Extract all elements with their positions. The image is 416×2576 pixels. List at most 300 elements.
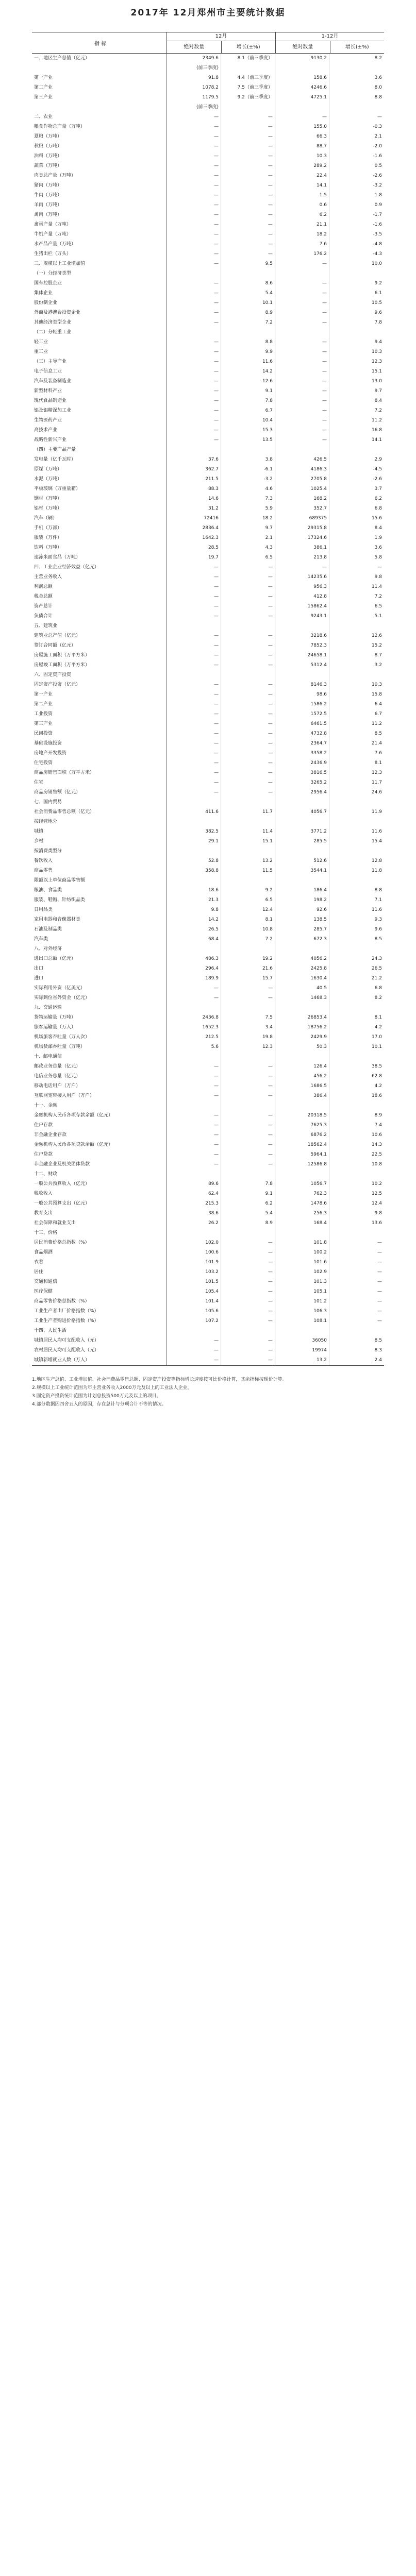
row-value: (前三季度)	[167, 63, 221, 73]
row-value: 18.2	[275, 230, 329, 240]
row-label: 汽车（辆）	[32, 514, 167, 523]
row-label: 实际到位省外资金（亿元）	[32, 993, 167, 1003]
row-value: —	[221, 191, 275, 200]
row-value: 38.5	[371, 1064, 382, 1069]
row-value: —	[167, 142, 221, 151]
row-value: —	[167, 1355, 221, 1365]
row-value: —	[221, 788, 275, 798]
row-value: —	[221, 1150, 275, 1160]
row-value: 4732.8	[275, 729, 329, 739]
row-value: —	[221, 660, 275, 670]
row-value	[221, 1326, 275, 1336]
row-label: 乡村	[32, 837, 167, 846]
table-row	[32, 1081, 384, 1091]
row-value: 7.2	[374, 594, 382, 599]
row-value: —	[221, 690, 275, 700]
row-label: 六、固定资产投资	[32, 670, 167, 680]
table-row	[32, 915, 384, 925]
row-value: —	[167, 386, 221, 396]
row-value: 7.8	[374, 320, 382, 325]
table-row	[32, 1218, 384, 1228]
table-row	[32, 1326, 384, 1336]
row-value: —	[221, 1287, 275, 1297]
row-value: —	[221, 1130, 275, 1140]
row-label: 社会保障和就业支出	[32, 1218, 167, 1228]
row-value: 11.9	[371, 809, 382, 815]
row-value: —	[167, 171, 221, 181]
table-row	[32, 533, 384, 543]
row-value: 10.2	[371, 1181, 382, 1187]
row-value: 9.9	[221, 347, 275, 357]
row-label: 电信业务总量（亿元）	[32, 1072, 167, 1081]
row-value: 5.6	[167, 1042, 221, 1052]
row-value: —	[221, 1072, 275, 1081]
row-value: 88.3	[167, 484, 221, 494]
table-row	[32, 719, 384, 729]
row-value: 18.6	[167, 886, 221, 895]
table-row	[32, 298, 384, 308]
table-row	[32, 465, 384, 474]
row-value: —	[377, 114, 382, 120]
row-value	[275, 1326, 329, 1336]
row-value: 426.5	[275, 455, 329, 465]
row-label: 食品烟酒	[32, 1248, 167, 1258]
row-value	[329, 63, 384, 73]
row-value: 17324.6	[275, 533, 329, 543]
row-value: —	[167, 592, 221, 602]
row-label: 社会消费品零售总额（亿元）	[32, 807, 167, 817]
table-row	[32, 739, 384, 749]
table-row	[32, 289, 384, 298]
row-label: 商品房销售额（亿元）	[32, 788, 167, 798]
row-value	[167, 1052, 221, 1062]
row-value: 6876.2	[275, 1130, 329, 1140]
row-value: 21.6	[221, 964, 275, 974]
row-label: 机场旅客吞吐量（万人次）	[32, 1032, 167, 1042]
row-label: 农村居民人均可支配收入（元）	[32, 1346, 167, 1355]
table-header	[32, 32, 384, 54]
row-value: 26.5	[371, 966, 382, 971]
row-value: 7.6	[374, 751, 382, 756]
table-row	[32, 1336, 384, 1346]
row-value: 1478.6	[275, 1199, 329, 1209]
table-row	[32, 925, 384, 935]
row-value: 6.5	[374, 604, 382, 609]
row-value	[167, 269, 221, 279]
row-value	[167, 670, 221, 680]
table-row	[32, 1101, 384, 1111]
row-label: 城镇居民人均可支配收入（元）	[32, 1336, 167, 1346]
row-value: 212.5	[167, 1032, 221, 1042]
row-value: 22.4	[275, 171, 329, 181]
row-value: 5964.1	[275, 1150, 329, 1160]
row-value: 26.2	[167, 1218, 221, 1228]
row-value: 14.6	[167, 494, 221, 504]
table-row	[32, 670, 384, 680]
row-value: 15.1	[221, 837, 275, 846]
row-label: 四、工业企业经济效益（亿元）	[32, 563, 167, 572]
row-label: 一般公共预算收入（亿元）	[32, 1179, 167, 1189]
row-value: 6.7	[374, 711, 382, 717]
table-row	[32, 1199, 384, 1209]
table-row	[32, 876, 384, 886]
row-value: —	[221, 1248, 275, 1258]
row-label: 猪肉（万吨）	[32, 181, 167, 191]
table-row	[32, 612, 384, 621]
table-row	[32, 1130, 384, 1140]
row-label: 禽肉（万吨）	[32, 210, 167, 220]
row-label: 住户贷款	[32, 1150, 167, 1160]
row-value: 103.2	[167, 1267, 221, 1277]
row-value: 10.1	[221, 298, 275, 308]
row-value: 8.9	[374, 1113, 382, 1118]
row-value: 9.6	[374, 927, 382, 932]
row-value: —	[167, 1336, 221, 1346]
row-value: —	[167, 367, 221, 377]
row-value: 3.7	[374, 486, 382, 492]
table-row	[32, 161, 384, 171]
row-value: 1.8	[374, 193, 382, 198]
row-label: 油料（万吨）	[32, 151, 167, 161]
row-value: 91.8	[167, 73, 221, 83]
row-value: 6.2	[221, 1199, 275, 1209]
row-value: 14.2	[167, 915, 221, 925]
table-row	[32, 749, 384, 758]
row-value: 1056.7	[275, 1179, 329, 1189]
table-row	[32, 122, 384, 132]
row-value	[167, 328, 221, 337]
row-value	[221, 1101, 275, 1111]
table-row	[32, 984, 384, 993]
row-label: 工业投资	[32, 709, 167, 719]
table-row	[32, 1238, 384, 1248]
row-value: 5312.4	[275, 660, 329, 670]
row-value: 6.8	[374, 506, 382, 511]
table-row	[32, 83, 384, 93]
table-row	[32, 416, 384, 426]
row-value: -2.6	[373, 477, 382, 482]
row-value: —	[167, 249, 221, 259]
row-value: 15.4	[371, 839, 382, 844]
row-value: 8.5	[374, 1338, 382, 1343]
row-value: 189.9	[167, 974, 221, 984]
row-value: 11.6	[371, 907, 382, 912]
row-value: —	[221, 582, 275, 592]
row-value: —	[275, 396, 329, 406]
row-value: —	[167, 151, 221, 161]
row-value: 285.7	[275, 925, 329, 935]
table-row	[32, 494, 384, 504]
row-value: 213.8	[275, 553, 329, 563]
row-label: 工业生产者购进价格指数（%）	[32, 1316, 167, 1326]
row-value: —	[275, 416, 329, 426]
row-value: 138.5	[275, 915, 329, 925]
row-value: 12.6	[371, 633, 382, 638]
row-value: —	[167, 563, 221, 572]
table-body	[32, 54, 384, 1365]
row-value	[329, 1101, 384, 1111]
row-value: —	[221, 1258, 275, 1267]
table-row	[32, 651, 384, 660]
row-value: —	[275, 426, 329, 435]
row-label: 十四、人民生活	[32, 1326, 167, 1336]
row-value: 1.5	[275, 191, 329, 200]
row-value: 3.6	[374, 545, 382, 550]
row-value: 50.3	[275, 1042, 329, 1052]
row-value: 11.4	[371, 584, 382, 589]
row-value: —	[167, 1062, 221, 1072]
row-value: —	[275, 357, 329, 367]
row-value: 17.0	[371, 1035, 382, 1040]
table-row	[32, 1140, 384, 1150]
row-value: 2.1	[374, 134, 382, 139]
table-row	[32, 455, 384, 465]
row-value: —	[275, 367, 329, 377]
row-label: 住宅	[32, 778, 167, 788]
row-value: 20318.5	[275, 1111, 329, 1121]
row-label: 家用电器和音像器材类	[32, 915, 167, 925]
row-label: 五、建筑业	[32, 621, 167, 631]
table-row	[32, 553, 384, 563]
row-value	[275, 876, 329, 886]
row-value: 9.1	[221, 386, 275, 396]
row-value	[167, 846, 221, 856]
row-label: 一、地区生产总值（亿元）	[32, 54, 167, 63]
row-value: 6.2	[374, 496, 382, 501]
row-label: 衣着	[32, 1258, 167, 1267]
row-value: 11.7	[221, 807, 275, 817]
row-value: —	[167, 1121, 221, 1130]
row-value: 13.6	[371, 1221, 382, 1226]
row-label: 第三产业	[32, 93, 167, 103]
table-row	[32, 347, 384, 357]
row-value: 6.5	[221, 553, 275, 563]
row-value	[221, 63, 275, 73]
row-value: 18562.4	[275, 1140, 329, 1150]
row-value: 2436.9	[275, 758, 329, 768]
row-value: —	[377, 1318, 382, 1324]
row-value: 1179.5	[167, 93, 221, 103]
row-value: —	[167, 690, 221, 700]
row-value: —	[167, 582, 221, 592]
row-value: 126.4	[275, 1062, 329, 1072]
row-value: 4725.1	[275, 93, 329, 103]
table-row	[32, 846, 384, 856]
row-value: —	[221, 1111, 275, 1121]
header-month-title: 12月	[167, 32, 275, 41]
row-value: —	[221, 1355, 275, 1365]
row-value: —	[275, 298, 329, 308]
row-value: 66.3	[275, 132, 329, 142]
row-value: 8.0	[374, 85, 382, 90]
row-value: —	[221, 984, 275, 993]
row-value: 4246.6	[275, 83, 329, 93]
row-value: 762.3	[275, 1189, 329, 1199]
row-value: 38.6	[167, 1209, 221, 1218]
table-row	[32, 602, 384, 612]
row-value: —	[275, 563, 329, 572]
row-label	[32, 103, 167, 112]
table-row	[32, 200, 384, 210]
row-value: 5.4	[221, 289, 275, 298]
row-label: 工业生产者出厂价格指数（%）	[32, 1307, 167, 1316]
row-label: 居民消费价格总指数（%）	[32, 1238, 167, 1248]
row-value: —	[167, 700, 221, 709]
table-row	[32, 181, 384, 191]
row-label: 住宅投资	[32, 758, 167, 768]
row-value: —	[167, 220, 221, 230]
row-label: 交通和通信	[32, 1277, 167, 1287]
row-value: —	[167, 660, 221, 670]
row-value: -1.7	[373, 212, 382, 217]
row-value: —	[221, 1238, 275, 1248]
row-value: 98.6	[275, 690, 329, 700]
table-row	[32, 592, 384, 602]
row-label: 国有控股企业	[32, 279, 167, 289]
row-value: 386.4	[275, 1091, 329, 1101]
row-value: —	[167, 572, 221, 582]
row-value: 2956.4	[275, 788, 329, 798]
row-value: 10.6	[371, 1132, 382, 1138]
row-value: —	[167, 1081, 221, 1091]
row-label: 一般公共预算支出（亿元）	[32, 1199, 167, 1209]
row-value: 9.7	[374, 388, 382, 394]
row-value: —	[167, 1160, 221, 1170]
row-value: 8.1（前三季度）	[221, 54, 275, 63]
table-row	[32, 680, 384, 690]
row-value: —	[167, 788, 221, 798]
row-value: 26853.4	[275, 1013, 329, 1023]
row-label: 蔬菜（万吨）	[32, 161, 167, 171]
row-value: 6.5	[221, 895, 275, 905]
row-value: 29315.8	[275, 523, 329, 533]
row-label: 生物医药产业	[32, 416, 167, 426]
row-value: 105.4	[167, 1287, 221, 1297]
row-value: 6.4	[374, 702, 382, 707]
row-value: 10.8	[371, 1162, 382, 1167]
row-label: 轻工业	[32, 337, 167, 347]
row-value: 3816.5	[275, 768, 329, 778]
table-row	[32, 142, 384, 151]
row-value: 9.4	[374, 340, 382, 345]
row-value: 9.8	[374, 574, 382, 580]
row-value: 1630.4	[275, 974, 329, 984]
row-label: 新型材料产业	[32, 386, 167, 396]
row-value: —	[167, 1111, 221, 1121]
row-label: 外商及港澳台投资企业	[32, 308, 167, 318]
row-value	[329, 1228, 384, 1238]
row-label: 城镇新增就业人数（万人）	[32, 1355, 167, 1365]
row-value: 22.5	[371, 1152, 382, 1157]
row-value: 1468.3	[275, 993, 329, 1003]
row-value	[221, 1170, 275, 1179]
row-label: 集体企业	[32, 289, 167, 298]
row-value: 8.4	[374, 398, 382, 403]
row-value: 2429.9	[275, 1032, 329, 1042]
table-row	[32, 1111, 384, 1121]
row-value: 8.9	[221, 1218, 275, 1228]
row-value: 8.2	[374, 995, 382, 1001]
row-label: 房屋竣工面积（万平方米）	[32, 660, 167, 670]
row-value	[275, 944, 329, 954]
table-row	[32, 484, 384, 494]
row-label: 进出口总额（亿元）	[32, 954, 167, 964]
table-row	[32, 788, 384, 798]
row-value: 8.9	[221, 308, 275, 318]
row-label: 教育支出	[32, 1209, 167, 1218]
table-row	[32, 1277, 384, 1287]
row-value	[221, 269, 275, 279]
footnotes	[32, 1376, 384, 1409]
table-row	[32, 328, 384, 337]
row-value: 9.7	[221, 523, 275, 533]
row-value	[167, 798, 221, 807]
row-value: 12.8	[371, 858, 382, 863]
row-value: —	[221, 1081, 275, 1091]
row-value: 8146.3	[275, 680, 329, 690]
row-value: 9243.1	[275, 612, 329, 621]
row-value: —	[221, 651, 275, 660]
table-row	[32, 406, 384, 416]
row-value	[167, 445, 221, 455]
row-value: 2425.8	[275, 964, 329, 974]
table-row	[32, 210, 384, 220]
row-value: 18756.2	[275, 1023, 329, 1032]
row-value: 1.9	[374, 535, 382, 540]
row-value: 36050	[275, 1336, 329, 1346]
row-value	[275, 1228, 329, 1238]
row-value: 15.2	[371, 643, 382, 648]
row-value: 215.3	[167, 1199, 221, 1209]
row-value: 8.2	[374, 56, 382, 61]
table-row	[32, 240, 384, 249]
row-value: 15.8	[371, 692, 382, 697]
row-value: 15.7	[221, 974, 275, 984]
row-value: 2.1	[221, 533, 275, 543]
table-row	[32, 1121, 384, 1130]
row-value: —	[167, 396, 221, 406]
row-value: 92.6	[275, 905, 329, 915]
row-value: —	[275, 337, 329, 347]
row-value: 105.1	[275, 1287, 329, 1297]
table-row	[32, 886, 384, 895]
row-label: 石油及制品类	[32, 925, 167, 935]
row-label: 其他经济类型企业	[32, 318, 167, 328]
row-value	[329, 1170, 384, 1179]
row-value: -3.2	[221, 474, 275, 484]
row-value: —	[221, 122, 275, 132]
table-row	[32, 220, 384, 230]
table-row	[32, 817, 384, 827]
row-value: —	[221, 1121, 275, 1130]
row-value: 4.2	[374, 1083, 382, 1089]
row-value: —	[221, 729, 275, 739]
row-label: （四）主要产品产量	[32, 445, 167, 455]
row-value: —	[167, 298, 221, 308]
row-label: 货物运输量（万吨）	[32, 1013, 167, 1023]
row-value: 9.5	[221, 259, 275, 269]
row-label: 资产总计	[32, 602, 167, 612]
row-value: 296.4	[167, 964, 221, 974]
row-value: 386.1	[275, 543, 329, 553]
row-value: 11.7	[371, 780, 382, 785]
table-row	[32, 866, 384, 876]
row-value	[167, 817, 221, 827]
row-value: 8.8	[374, 888, 382, 893]
row-label: 医疗保健	[32, 1287, 167, 1297]
table-row	[32, 1170, 384, 1179]
row-value: —	[221, 719, 275, 729]
